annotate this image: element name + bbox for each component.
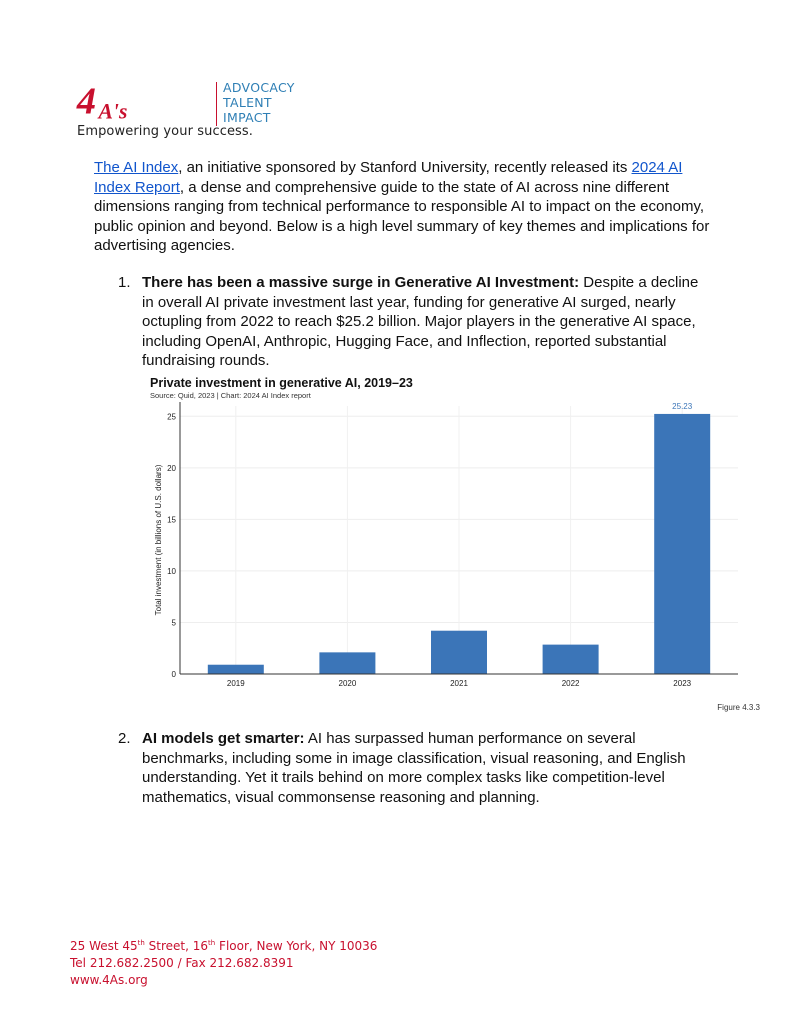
footer-street-name: Street, 16 — [144, 939, 209, 953]
logo-wordmark — [223, 80, 295, 125]
logo-word-impact: IMPACT — [223, 110, 271, 125]
intro-paragraph — [94, 158, 714, 256]
four-as-logo-mark — [76, 82, 136, 122]
footer-website: www.4As.org — [70, 973, 148, 987]
list-item — [118, 273, 714, 371]
chart-bar — [431, 631, 487, 674]
footer-address-line — [70, 938, 377, 955]
list-item-number: 2. — [118, 730, 131, 747]
chart-title: Private investment in generative AI, 2019–23 — [150, 376, 413, 390]
intro-text-1: , an initiative sponsored by Stanford University, recently released its — [178, 159, 632, 176]
x-tick-label: 2023 — [673, 679, 692, 688]
x-tick-label: 2020 — [338, 679, 357, 688]
intro-text-2: , a dense and comprehensive guide to the state of AI across nine different dimensions ranging from technical performance to responsible AI to impact on the economy, public opinion and beyond. Below is a high level summary of key themes and implications for advertising agencies. — [94, 178, 710, 254]
chart-bar — [319, 652, 375, 674]
footer-address — [70, 938, 377, 989]
chart-bar — [654, 414, 710, 674]
ai-index-report-link[interactable]: 2024 AI Index Report — [94, 159, 683, 196]
x-tick-label: 2019 — [226, 679, 245, 688]
y-tick-label: 5 — [171, 618, 176, 628]
x-tick-label: 2021 — [450, 679, 468, 688]
investment-chart — [150, 376, 760, 716]
list-item-heading: There has been a massive surge in Generative AI Investment: — [142, 274, 580, 291]
logo-divider — [216, 82, 217, 126]
ai-index-link[interactable]: The AI Index — [94, 159, 179, 176]
y-tick-label: 15 — [167, 515, 176, 525]
x-tick-label: 2022 — [561, 679, 580, 688]
list-item-body: AI has surpassed human performance on several benchmarks, including some in image classification, visual reasoning, and English understanding. Yet it trails behind on more complex tasks like competition-level mathematics, visual commonsense reasoning and planning. — [142, 730, 686, 806]
svg-text:A's: A's — [98, 99, 128, 122]
footer-street-number: 25 West 45 — [70, 939, 138, 953]
y-tick-label: 25 — [167, 412, 176, 422]
footer-ordinal: th — [208, 939, 216, 947]
chart-bar — [543, 645, 599, 674]
logo-word-talent: TALENT — [223, 95, 272, 110]
y-tick-label: 10 — [167, 566, 176, 576]
list-item-heading: AI models get smarter: — [142, 730, 305, 747]
list-item-number: 1. — [118, 274, 131, 291]
chart-bar — [208, 665, 264, 674]
footer-ordinal: th — [137, 939, 145, 947]
list-item-body: Despite a decline in overall AI private investment last year, funding for generative AI surged, nearly octupling from 2022 to reach $25.2 billion. Major players in the generative AI space, including OpenAI, Anthropic, Hugging Face, and Inflection, reported substantial fundraising rounds. — [142, 274, 699, 369]
logo-tagline: Empowering your success. — [77, 124, 254, 139]
footer-phone: Tel 212.682.2500 / Fax 212.682.8391 — [70, 956, 294, 970]
chart-source: Source: Quid, 2023 | Chart: 2024 AI Index report — [150, 391, 311, 400]
footer-city: Floor, New York, NY 10036 — [215, 939, 378, 953]
logo-word-advocacy: ADVOCACY — [223, 80, 295, 95]
chart-plot — [150, 376, 760, 716]
y-axis-label: Total investment (in billions of U.S. dollars) — [154, 464, 163, 616]
list-item — [118, 729, 714, 807]
y-tick-label: 20 — [167, 463, 176, 473]
svg-text:4: 4 — [76, 82, 97, 122]
chart-figure-label: Figure 4.3.3 — [717, 703, 760, 712]
bar-data-label: 25.23 — [672, 401, 693, 411]
y-tick-label: 0 — [171, 670, 176, 679]
